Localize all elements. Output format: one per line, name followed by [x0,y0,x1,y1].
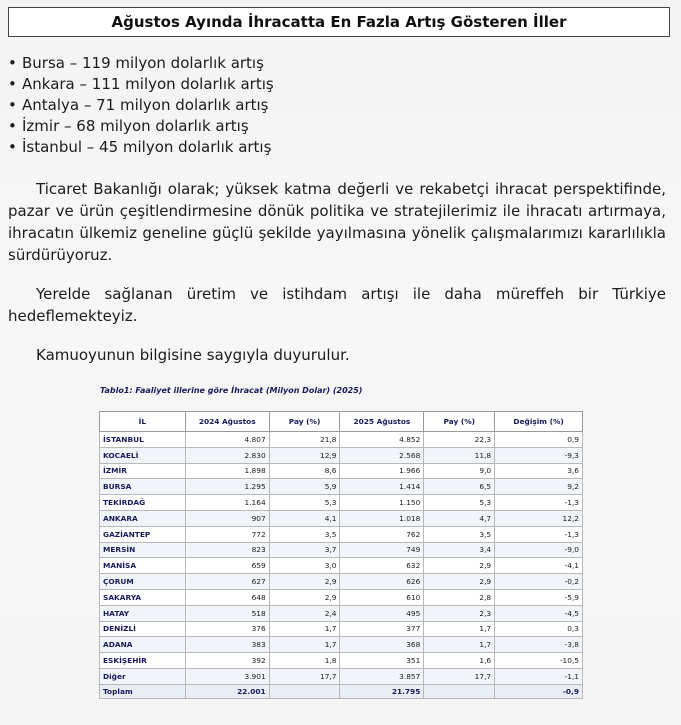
value-cell: 518 [185,605,269,621]
value-cell: 3.901 [185,668,269,684]
value-cell: 4,7 [424,510,495,526]
total-value-cell: 22.001 [185,684,269,698]
value-cell: 0,3 [495,621,583,637]
value-cell: 2,9 [424,558,495,574]
table-row [100,495,583,511]
table-row [100,621,583,637]
table-row [100,605,583,621]
province-cell: SAKARYA [100,589,186,605]
total-value-cell [424,684,495,698]
province-cell: TEKİRDAĞ [100,495,186,511]
value-cell: 772 [185,526,269,542]
value-cell: 3,5 [269,526,340,542]
value-cell: 9,0 [424,463,495,479]
bullet-item: • İstanbul – 45 milyon dolarlık artış [8,138,272,156]
value-cell: 659 [185,558,269,574]
province-cell: ESKİŞEHİR [100,653,186,669]
total-label-cell: Toplam [100,684,186,698]
value-cell: 1,7 [424,621,495,637]
province-cell: ADANA [100,637,186,653]
value-cell: 2,9 [269,574,340,590]
value-cell: 3,5 [424,526,495,542]
value-cell: 1.164 [185,495,269,511]
value-cell: 1.898 [185,463,269,479]
bullet-item: • Bursa – 119 milyon dolarlık artış [8,54,264,72]
page-title: Ağustos Ayında İhracatta En Fazla Artış Gösteren İller [111,13,567,31]
value-cell: 907 [185,510,269,526]
table-row [100,668,583,684]
value-cell: 12,9 [269,447,340,463]
column-header: 2025 Ağustos [340,412,424,432]
table-row [100,558,583,574]
value-cell: 1.966 [340,463,424,479]
column-header: İL [100,412,186,432]
value-cell: 610 [340,589,424,605]
value-cell: 21,8 [269,432,340,448]
bullet-icon: • [8,138,17,156]
value-cell: -9,0 [495,542,583,558]
value-cell: 648 [185,589,269,605]
bullet-item: • Ankara – 111 milyon dolarlık artış [8,75,274,93]
value-cell: 762 [340,526,424,542]
value-cell: 1.150 [340,495,424,511]
value-cell: 11,8 [424,447,495,463]
table-row [100,447,583,463]
value-cell: 368 [340,637,424,653]
value-cell: 8,6 [269,463,340,479]
title-box [8,7,670,37]
value-cell: 9,2 [495,479,583,495]
value-cell: -1,3 [495,526,583,542]
value-cell: 2,4 [269,605,340,621]
province-cell: GAZİANTEP [100,526,186,542]
value-cell: 5,9 [269,479,340,495]
province-cell: ÇORUM [100,574,186,590]
province-cell: MANİSA [100,558,186,574]
table-header-row [100,412,583,432]
value-cell: -10,5 [495,653,583,669]
value-cell: 5,3 [269,495,340,511]
bullet-item: • İzmir – 68 milyon dolarlık artış [8,117,249,135]
table-row [100,463,583,479]
bullet-icon: • [8,117,17,135]
value-cell: 2,8 [424,589,495,605]
value-cell: 383 [185,637,269,653]
value-cell: 6,5 [424,479,495,495]
value-cell: 1.018 [340,510,424,526]
table-row [100,542,583,558]
total-value-cell: 21.795 [340,684,424,698]
province-cell: HATAY [100,605,186,621]
table-row [100,526,583,542]
value-cell: 2.568 [340,447,424,463]
total-value-cell [269,684,340,698]
bullet-icon: • [8,54,17,72]
value-cell: 351 [340,653,424,669]
value-cell: 1,6 [424,653,495,669]
value-cell: -1,1 [495,668,583,684]
paragraph-closing: Kamuoyunun bilgisine saygıyla duyurulur. [36,346,350,364]
value-cell: 4.807 [185,432,269,448]
value-cell: 4,1 [269,510,340,526]
value-cell: 2.830 [185,447,269,463]
table-row [100,479,583,495]
value-cell: -3,8 [495,637,583,653]
bullet-list [8,53,274,158]
value-cell: 1,7 [269,621,340,637]
paragraph-goal: Yerelde sağlanan üretim ve istihdam artışı ile daha müreffeh bir Türkiye hedeflemekteyiz. [8,285,666,325]
column-header: Değişim (%) [495,412,583,432]
value-cell: 392 [185,653,269,669]
column-header: Pay (%) [424,412,495,432]
value-cell: -0,2 [495,574,583,590]
value-cell: 17,7 [424,668,495,684]
value-cell: 3,4 [424,542,495,558]
value-cell: 495 [340,605,424,621]
table-total-row [100,684,583,698]
value-cell: 22,3 [424,432,495,448]
value-cell: 17,7 [269,668,340,684]
value-cell: 0,9 [495,432,583,448]
value-cell: 4.852 [340,432,424,448]
value-cell: 376 [185,621,269,637]
value-cell: 823 [185,542,269,558]
value-cell: 3,0 [269,558,340,574]
value-cell: 627 [185,574,269,590]
value-cell: -4,1 [495,558,583,574]
province-cell: DENİZLİ [100,621,186,637]
value-cell: 2,9 [269,589,340,605]
table-row [100,432,583,448]
province-cell: BURSA [100,479,186,495]
value-cell: 377 [340,621,424,637]
value-cell: 1,8 [269,653,340,669]
value-cell: 3.857 [340,668,424,684]
value-cell: -4,5 [495,605,583,621]
value-cell: 12,2 [495,510,583,526]
province-cell: ANKARA [100,510,186,526]
export-table [99,411,583,699]
column-header: 2024 Ağustos [185,412,269,432]
value-cell: 5,3 [424,495,495,511]
value-cell: 2,3 [424,605,495,621]
value-cell: -9,3 [495,447,583,463]
value-cell: -1,3 [495,495,583,511]
province-cell: Diğer [100,668,186,684]
value-cell: 1,7 [424,637,495,653]
paragraph-ministry: Ticaret Bakanlığı olarak; yüksek katma değerli ve rekabetçi ihracat perspektifinde, pazar ve ürün çeşitlendirmesine dönük politika ve stratejilerimiz ile ihracatı artırmaya, ihracatın ülkemiz geneline güçlü şekilde yayılmasına yönelik çalışmalarımızı kararlılıkla sürdürüyoruz. [8,180,666,264]
value-cell: 2,9 [424,574,495,590]
table-caption: Tablo1: Faaliyet illerine göre İhracat (Milyon Dolar) (2025) [100,386,363,395]
province-cell: KOCAELİ [100,447,186,463]
province-cell: İZMİR [100,463,186,479]
table-row [100,589,583,605]
bullet-icon: • [8,75,17,93]
value-cell: 1,7 [269,637,340,653]
bullet-item: • Antalya – 71 milyon dolarlık artış [8,96,269,114]
value-cell: 1.414 [340,479,424,495]
table-row [100,574,583,590]
value-cell: -5,9 [495,589,583,605]
value-cell: 749 [340,542,424,558]
value-cell: 3,7 [269,542,340,558]
value-cell: 632 [340,558,424,574]
value-cell: 3,6 [495,463,583,479]
table-row [100,510,583,526]
province-cell: MERSİN [100,542,186,558]
column-header: Pay (%) [269,412,340,432]
bullet-icon: • [8,96,17,114]
table-row [100,637,583,653]
value-cell: 626 [340,574,424,590]
table-row [100,653,583,669]
value-cell: 1.295 [185,479,269,495]
province-cell: İSTANBUL [100,432,186,448]
total-value-cell: -0,9 [495,684,583,698]
